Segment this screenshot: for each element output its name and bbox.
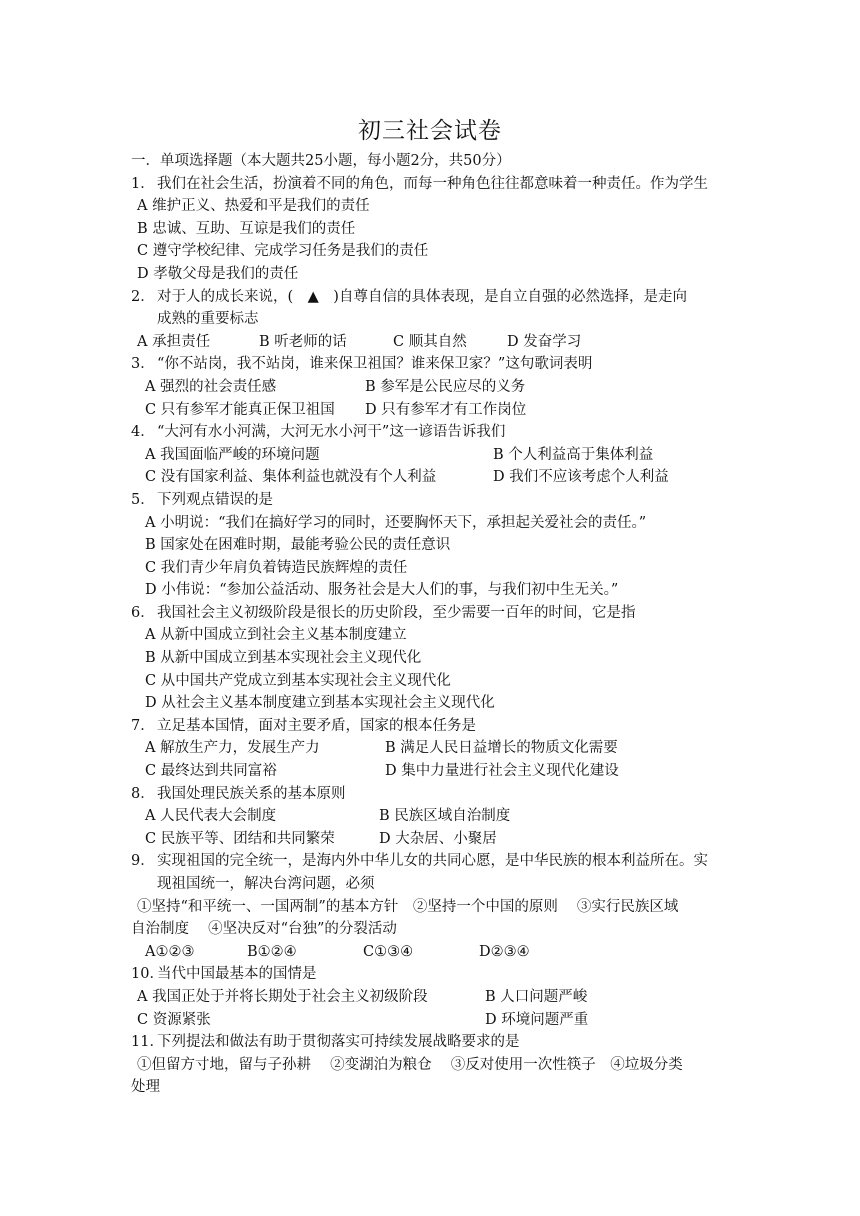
question-text: “你不站岗，我不站岗，谁来保卫祖国？谁来保卫家？”这句歌词表明 [157,356,593,373]
options-row [131,828,741,851]
options-row [131,376,741,399]
option-c: C 遵守学校纪律、完成学习任务是我们的责任 [137,243,429,260]
question-text-continued: 成熟的重要标志 [157,311,259,328]
question-body [131,150,741,1099]
option-d: D 从社会主义基本制度建立到基本实现社会主义现代化 [145,695,495,712]
option-a: A 承担责任 [137,333,211,350]
option-c: C 资源紧张 [137,1011,211,1028]
question-3-stem [131,353,741,376]
question-number: 8． [131,785,155,802]
option-b: B 人口问题严峻 [485,988,588,1005]
question-7-stem [131,715,741,738]
question-8-stem [131,783,741,806]
statement-items-continued: 处理 [131,1079,160,1096]
option-a: A 强烈的社会责任感 [145,378,277,395]
option-a: A 我国面临严峻的环境问题 [145,446,320,463]
option-c: C 最终达到共同富裕 [145,763,277,780]
question-text-continued: 现祖国统一，解决台湾问题，必须 [157,876,375,892]
question-11-stem [131,1031,741,1054]
option-d: D 只有参军才有工作岗位 [365,401,527,418]
question-4-stem [131,421,741,444]
question-5-stem [131,489,741,512]
option-c: C 没有国家利益、集体利益也就没有个人利益 [145,469,437,486]
options-row [131,986,741,1009]
options-row [131,941,741,964]
question-text: 下列提法和做法有助于贯彻落实可持续发展战略要求的是 [157,1034,520,1051]
question-text: 下列观点错误的是 [157,491,273,508]
question-text: 我国处理民族关系的基本原则 [157,785,346,802]
option-a: A 小明说：“我们在搞好学习的同时，还要胸怀天下，承担起关爱社会的责任。” [145,514,647,531]
question-number: 6． [131,604,155,621]
option-a: A 从新中国成立到社会主义基本制度建立 [145,627,407,644]
option-d: D②③④ [479,943,530,960]
question-number: 2． [131,288,155,305]
option-b: B 民族区域自治制度 [379,808,511,825]
options-row [131,444,741,467]
option-a: A 解放生产力，发展生产力 [145,740,320,757]
question-number: 7． [131,717,155,734]
statement-items: ①坚持“和平统一、一国两制”的基本方针 ②坚持一个中国的原则 ③实行民族区域 [137,898,679,915]
option-b: B①②④ [247,943,297,960]
statement-items: ①但留方寸地，留与子孙耕 ②变湖泊为粮仓 ③反对使用一次性筷子 ④垃圾分类 [137,1056,683,1073]
option-a: A 维护正义、热爱和平是我们的责任 [137,198,370,215]
option-c: C 我们青少年肩负着铸造民族辉煌的责任 [145,559,408,576]
options-row [131,760,741,783]
option-b: B 从新中国成立到基本实现社会主义现代化 [145,650,422,667]
option-b: B 参军是公民应尽的义务 [365,378,526,395]
section-heading: 一．单项选择题（本大题共25小题，每小题2分，共50分） [131,153,511,169]
question-number: 3． [131,356,155,373]
statement-items-continued: 自治制度 ④坚决反对“台独”的分裂活动 [131,921,397,938]
option-c: C 只有参军才能真正保卫祖国 [145,401,335,418]
option-a: A①②③ [145,943,195,960]
option-d: D 发奋学习 [507,333,582,350]
option-a: A 人民代表大会制度 [145,808,277,825]
question-9-stem [131,850,741,873]
option-b: B 听老师的话 [259,333,347,350]
question-text: 我国社会主义初级阶段是很长的历史阶段，至少需要一百年的时间，它是指 [157,604,636,621]
options-row [131,399,741,422]
question-6-stem [131,602,741,625]
options-row [131,1009,741,1032]
option-b: B 国家处在困难时期，最能考验公民的责任意识 [145,537,451,554]
options-row [131,466,741,489]
option-b: B 个人利益高于集体利益 [493,446,654,463]
question-number: 11． [131,1034,164,1051]
question-number: 1． [131,175,155,192]
option-d: D 大杂居、小聚居 [379,830,497,847]
question-text: 当代中国最基本的国情是 [157,966,317,983]
question-text: “大河有水小河满，大河无水小河干”这一谚语告诉我们 [157,424,506,441]
option-c: C 民族平等、团结和共同繁荣 [145,830,335,847]
question-text: 对于人的成长来说，( ▲ )自尊自信的具体表现，是自立自强的必然选择，是走向 [157,288,687,305]
option-d: D 小伟说：“参加公益活动、服务社会是大人们的事，与我们初中生无关。” [145,582,619,599]
option-c: C 从中国共产党成立到基本实现社会主义现代化 [145,672,451,689]
question-10-stem [131,963,741,986]
question-1-stem [131,173,741,196]
question-text: 我们在社会生活，扮演着不同的角色，而每一种角色往往都意味着一种责任。作为学生 [157,175,708,192]
option-c: C 顺其自然 [393,333,467,350]
option-d: D 环境问题严重 [485,1011,589,1028]
options-row [131,737,741,760]
question-text: 实现祖国的完全统一，是海内外中华儿女的共同心愿，是中华民族的根本利益所在。实 [157,853,708,870]
option-b: B 满足人民日益增长的物质文化需要 [385,740,618,757]
option-d: D 孝敬父母是我们的责任 [137,265,299,282]
page-title: 初三社会试卷 [358,118,502,144]
question-number: 9． [131,853,155,870]
question-2-stem [131,286,741,309]
option-a: A 我国正处于并将长期处于社会主义初级阶段 [137,988,428,1005]
question-number: 10． [131,966,164,983]
option-d: D 我们不应该考虑个人利益 [493,469,669,486]
option-d: D 集中力量进行社会主义现代化建设 [385,763,619,780]
option-c: C①③④ [363,943,414,960]
question-text: 立足基本国情，面对主要矛盾，国家的根本任务是 [157,717,476,734]
options-row [131,805,741,828]
options-row [131,331,741,354]
option-b: B 忠诚、互助、互谅是我们的责任 [137,220,356,237]
question-number: 5． [131,491,155,508]
question-number: 4． [131,424,155,441]
